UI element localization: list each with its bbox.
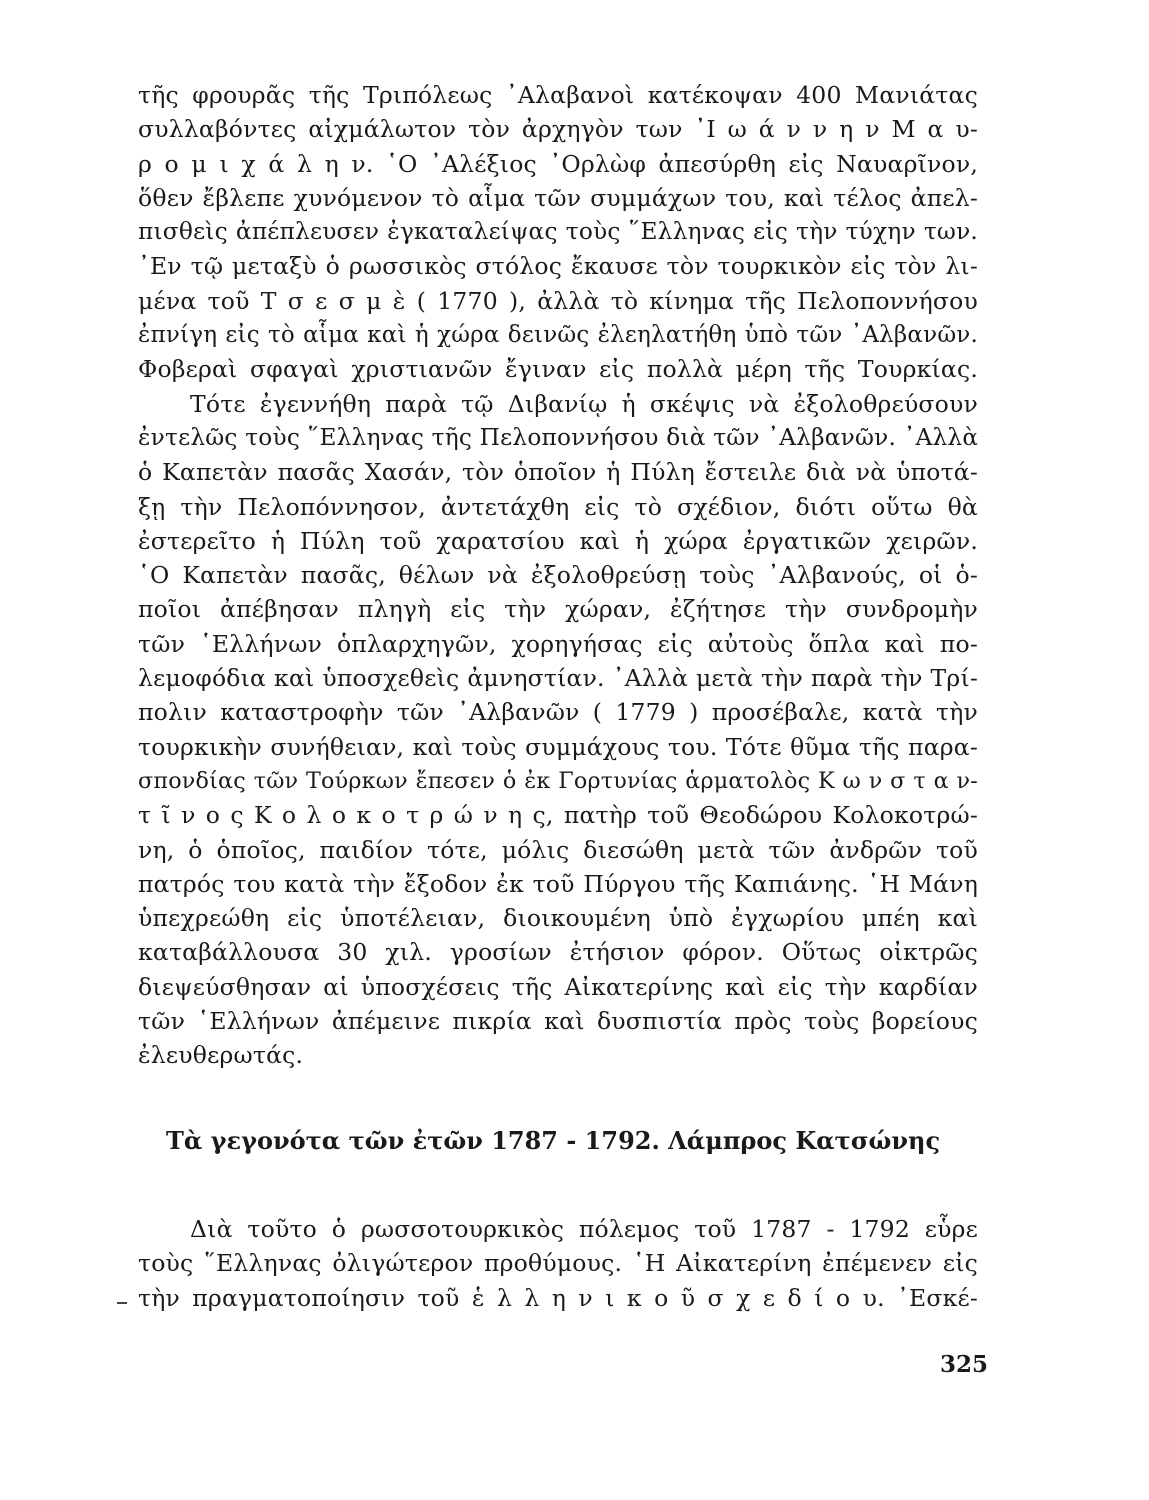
text-line: πολιν καταστροφὴν τῶν ᾽Αλβανῶν ( 1779 ) προσέβαλε, κατὰ τὴν xyxy=(138,698,978,727)
text-line: ῾Ο Καπετὰν πασᾶς, θέλων νὰ ἐξολοθρεύσῃ τοὺς ᾽Αλβανούς, οἱ ὁ- xyxy=(138,561,978,590)
text-line: ὅθεν ἔβλεπε χυνόμενον τὸ αἷμα τῶν συμμάχων του, καὶ τέλος ἀπελ- xyxy=(138,183,978,212)
text-line: καταβάλλουσα 30 χιλ. γροσίων ἐτήσιον φόρον. Οὕτως οἰκτρῶς xyxy=(138,938,978,967)
text-line: ποῖοι ἀπέβησαν πληγὴ εἰς τὴν χώραν, ἐζήτησε τὴν συνδρομὴν xyxy=(138,595,978,624)
page-number: 325 xyxy=(940,1351,989,1378)
text-line: ξῃ τὴν Πελοπόννησον, ἀντετάχθη εἰς τὸ σχέδιον, διότι οὕτω θὰ xyxy=(138,492,978,521)
paragraph-2 xyxy=(138,1212,978,1315)
section-heading: Τὰ γεγονότα τῶν ἐτῶν 1787 - 1792. Λάμπρος Κατσώνης xyxy=(166,1126,941,1155)
text-line: ρ ο μ ι χ ά λ η ν. ῾Ο ᾽Αλέξιος ᾽Ορλὼφ ἀπεσύρθη εἰς Ναυαρῖνον, xyxy=(138,149,978,178)
text-line: μένα τοῦ Τ σ ε σ μ ὲ ( 1770 ), ἀλλὰ τὸ κίνημα τῆς Πελοποννήσου xyxy=(138,286,978,315)
text-line: λεμοφόδια καὶ ὑποσχεθεὶς ἀμνηστίαν. ᾽Αλλὰ μετὰ τὴν παρὰ τὴν Τρί- xyxy=(138,664,978,693)
text-line: ἐστερεῖτο ἡ Πύλη τοῦ χαρατσίου καὶ ἡ χώρα ἐργατικῶν χειρῶν. xyxy=(138,526,978,555)
text-line: ἐντελῶς τοὺς ῞Ελληνας τῆς Πελοποννήσου διὰ τῶν ᾽Αλβανῶν. ᾽Αλλὰ xyxy=(138,423,979,451)
text-line: τοὺς ῞Ελληνας ὀλιγώτερον προθύμους. ῾Η Αἰκατερίνη ἐπέμενεν εἰς xyxy=(138,1249,978,1278)
text-line: συλλαβόντες αἰχμάλωτον τὸν ἀρχηγὸν των ᾽Ι ω ά ν ν η ν Μ α υ- xyxy=(138,115,978,144)
text-line: νη, ὁ ὁποῖος, παιδίον τότε, μόλις διεσώθη μετὰ τῶν ἀνδρῶν τοῦ xyxy=(138,835,978,864)
text-line: ἐλευθερωτάς. xyxy=(138,1041,304,1070)
paragraph-1 xyxy=(138,78,978,1073)
text-line: τῶν ῾Ελλήνων ἀπέμεινε πικρία καὶ δυσπιστία πρὸς τοὺς βορείους xyxy=(138,1007,978,1036)
text-line: ὁ Καπετὰν πασᾶς Χασάν, τὸν ὁποῖον ἡ Πύλη ἔστειλε διὰ νὰ ὑποτά- xyxy=(138,458,978,487)
text-line: ᾽Εν τῷ μεταξὺ ὁ ρωσσικὸς στόλος ἔκαυσε τὸν τουρκικὸν εἰς τὸν λι- xyxy=(138,252,978,281)
text-line: ὑπεχρεώθη εἰς ὑποτέλειαν, διοικουμένη ὑπὸ ἐγχωρίου μπέη καὶ xyxy=(138,904,978,933)
text-line: τ ῖ ν ο ς Κ ο λ ο κ ο τ ρ ώ ν η ς, πατὴρ τοῦ Θεοδώρου Κολοκοτρώ- xyxy=(138,801,978,830)
text-line: τῆς φρουρᾶς τῆς Τριπόλεως ᾽Αλαβανοὶ κατέκοψαν 400 Μανιάτας xyxy=(138,81,978,109)
text-line: πατρός του κατὰ τὴν ἔξοδον ἐκ τοῦ Πύργου τῆς Καπιάνης. ῾Η Μάνη xyxy=(138,869,978,898)
text-line: ἐπνίγη εἰς τὸ αἷμα καὶ ἡ χώρα δεινῶς ἐλεηλατήθη ὑπὸ τῶν ᾽Αλβανῶν. xyxy=(138,322,978,349)
text-line: τουρκικὴν συνήθειαν, καὶ τοὺς συμμάχους του. Τότε θῦμα τῆς παρα- xyxy=(138,732,978,761)
text-line: πισθεὶς ἀπέπλευσεν ἐγκαταλείψας τοὺς ῞Ελληνας εἰς τὴν τύχην των. xyxy=(138,218,978,246)
margin-mark xyxy=(117,1302,127,1304)
text-line: διεψεύσθησαν αἱ ὑποσχέσεις τῆς Αἰκατερίνης καὶ εἰς τὴν καρδίαν xyxy=(138,972,978,1001)
text-line: Τότε ἐγεννήθη παρὰ τῷ Διβανίῳ ἡ σκέψις νὰ ἐξολοθρεύσουν xyxy=(190,389,978,418)
text-line: τῶν ῾Ελλήνων ὁπλαρχηγῶν, χορηγήσας εἰς αὐτοὺς ὅπλα καὶ πο- xyxy=(138,629,978,658)
text-line: τὴν πραγματοποίησιν τοῦ ἑ λ λ η ν ι κ ο ῦ σ χ ε δ ί ο υ. ᾽Εσκέ- xyxy=(138,1283,978,1312)
text-line: Διὰ τοῦτο ὁ ρωσσοτουρκικὸς πόλεμος τοῦ 1787 - 1792 εὗρε xyxy=(190,1215,978,1243)
text-line: Φοβεραὶ σφαγαὶ χριστιανῶν ἔγιναν εἰς πολλὰ μέρη τῆς Τουρκίας. xyxy=(138,355,978,384)
text-line: σπονδίας τῶν Τούρκων ἔπεσεν ὁ ἐκ Γορτυνίας ἁρματολὸς Κ ω ν σ τ α ν- xyxy=(138,767,978,794)
